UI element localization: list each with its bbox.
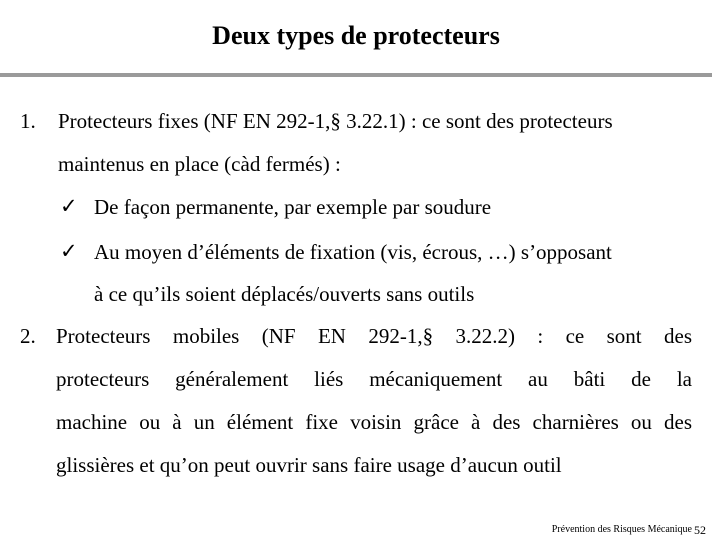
checkmark-icon: ✓ <box>60 239 78 263</box>
checkmark-icon: ✓ <box>60 194 78 218</box>
item-text-line: Protecteurs mobiles (NF EN 292-1,§ 3.22.2) : ce sont des <box>56 324 692 348</box>
page-number: 52 <box>694 523 706 537</box>
subitem-text-line: Au moyen d’éléments de fixation (vis, écrous, …) s’opposant <box>94 240 612 264</box>
title-divider <box>0 73 712 77</box>
page-title: Deux types de protecteurs <box>212 21 500 50</box>
subitem-text-line: à ce qu’ils soient déplacés/ouverts sans outils <box>94 282 475 306</box>
item-number: 1. <box>20 109 36 133</box>
footer-text: Prévention des Risques Mécanique <box>551 524 692 535</box>
item-text-line: Protecteurs fixes (NF EN 292-1,§ 3.22.1) : ce sont des protecteurs <box>58 109 613 133</box>
item-number: 2. <box>20 324 36 348</box>
subitem-text-line: De façon permanente, par exemple par soudure <box>94 195 492 219</box>
item-text-line: glissières et qu’on peut ouvrir sans faire usage d’aucun outil <box>56 453 562 477</box>
item-text-line: machine ou à un élément fixe voisin grâce à des charnières ou des <box>56 410 692 434</box>
item-text-line: protecteurs généralement liés mécaniquement au bâti de la <box>56 367 692 391</box>
item-text-line: maintenus en place (càd fermés) : <box>58 152 341 176</box>
